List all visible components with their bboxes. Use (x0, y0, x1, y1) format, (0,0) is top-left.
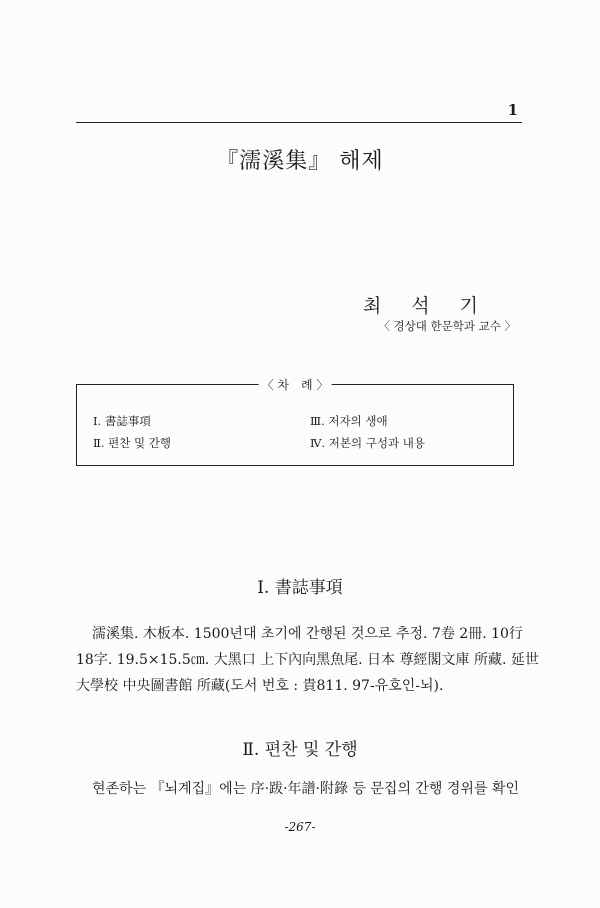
document-title: 『濡溪集』 해제 (216, 149, 384, 174)
toc-label: 〈 차 례 〉 (259, 376, 332, 393)
section-heading: Ⅰ. 書誌事項 (257, 578, 343, 598)
header-rule (76, 122, 522, 123)
paragraph-line: 18字. 19.5×15.5㎝. 大黑口 上下內向黑魚尾. 日本 尊經閣文庫 所藏. 延世 (76, 652, 539, 668)
footer-page-number: -267- (284, 820, 316, 834)
table-of-contents (76, 378, 514, 466)
paragraph-line: 현존하는 『뇌계집』에는 序·跋·年譜·附錄 등 문집의 간행 경위를 확인 (92, 781, 519, 797)
toc-item: Ⅳ. 저본의 구성과 내용 (310, 436, 425, 450)
toc-item: Ⅰ. 書誌事項 (93, 414, 151, 428)
header-page-number: 1 (507, 101, 518, 119)
paragraph-line: 濡溪集. 木板本. 1500년대 초기에 간행된 것으로 추정. 7卷 2冊. 10行 (92, 626, 523, 642)
author-affiliation: 〈 경상대 한문학과 교수 〉 (378, 319, 516, 333)
toc-item: Ⅱ. 편찬 및 간행 (93, 436, 171, 450)
section-heading: Ⅱ. 편찬 및 간행 (242, 740, 358, 760)
paragraph-line: 大學校 中央圖書館 所藏(도서 번호 : 貴811. 97-유호인-뇌). (76, 678, 444, 694)
author-name: 최석기 (362, 295, 508, 317)
toc-item: Ⅲ. 저자의 생애 (310, 414, 388, 428)
